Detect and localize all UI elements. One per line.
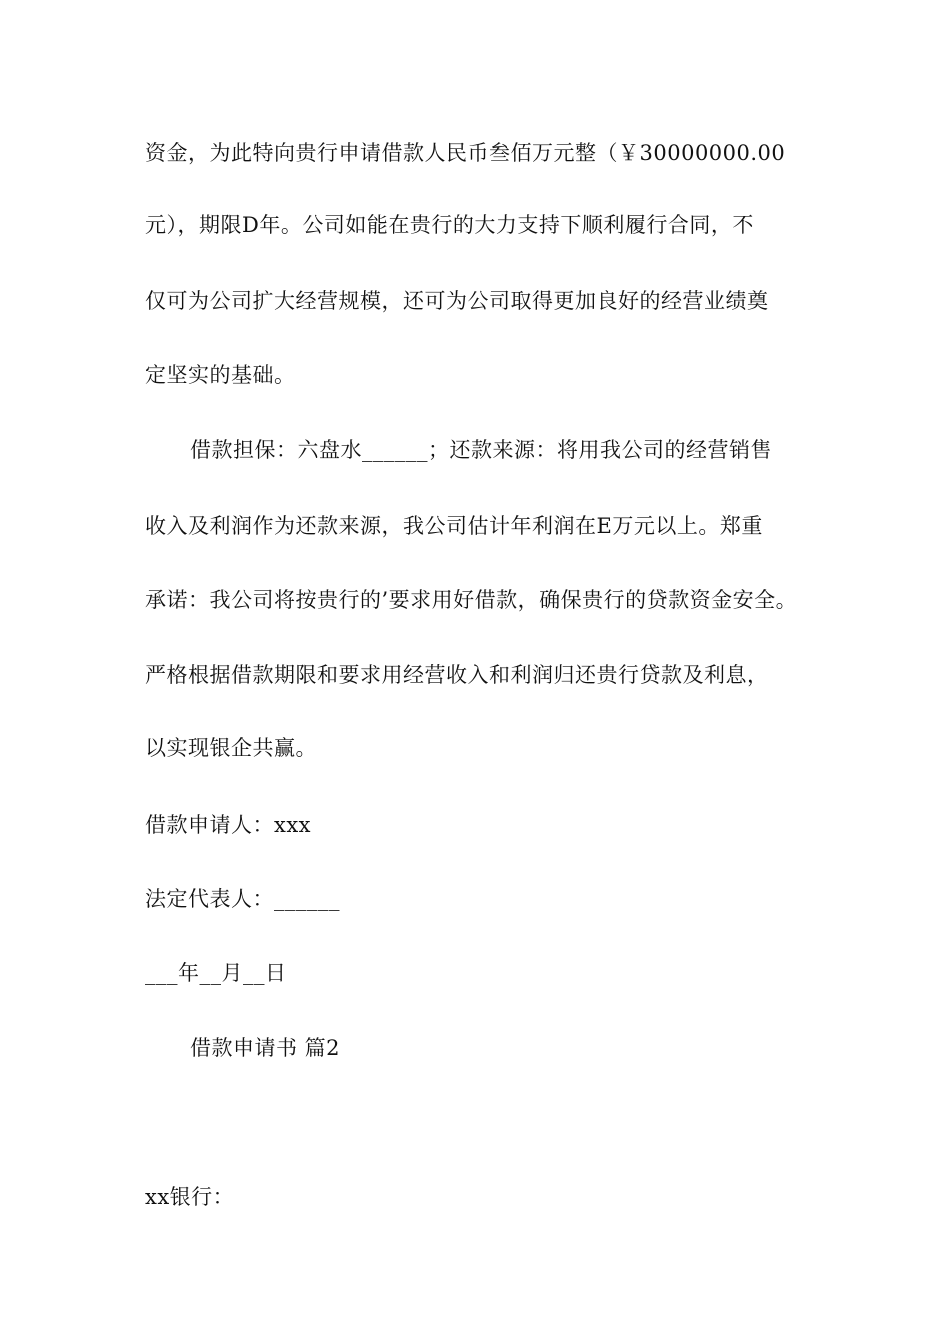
guarantee-paragraph-line-4: 严格根据借款期限和要求用经营收入和利润归还贵行贷款及利息， [145, 663, 769, 687]
body-line-3: 仅可为公司扩大经营规模，还可为公司取得更加良好的经营业绩奠 [145, 289, 769, 313]
body-line-2: 元），期限D年。公司如能在贵行的大力支持下顺利履行合同，不 [145, 213, 754, 237]
legal-representative-line: 法定代表人：______ [145, 887, 340, 911]
addressee-line: xx银行： [145, 1185, 235, 1209]
body-line-1: 资金，为此特向贵行申请借款人民币叁佰万元整（￥30000000.00 [145, 141, 786, 165]
guarantee-paragraph-line-2: 收入及利润作为还款来源，我公司估计年利润在E万元以上。郑重 [145, 514, 763, 538]
applicant-line: 借款申请人：xxx [145, 813, 312, 837]
guarantee-paragraph-line-1: 借款担保：六盘水______；还款来源：将用我公司的经营销售 [190, 438, 772, 462]
guarantee-paragraph-line-5: 以实现银企共赢。 [145, 736, 317, 760]
date-line: ___年__月__日 [145, 961, 287, 985]
guarantee-paragraph-line-3: 承诺：我公司将按贵行的’要求用好借款，确保贵行的贷款资金安全。 [145, 588, 798, 612]
body-line-4: 定坚实的基础。 [145, 363, 296, 387]
section-title: 借款申请书 篇2 [190, 1036, 341, 1060]
